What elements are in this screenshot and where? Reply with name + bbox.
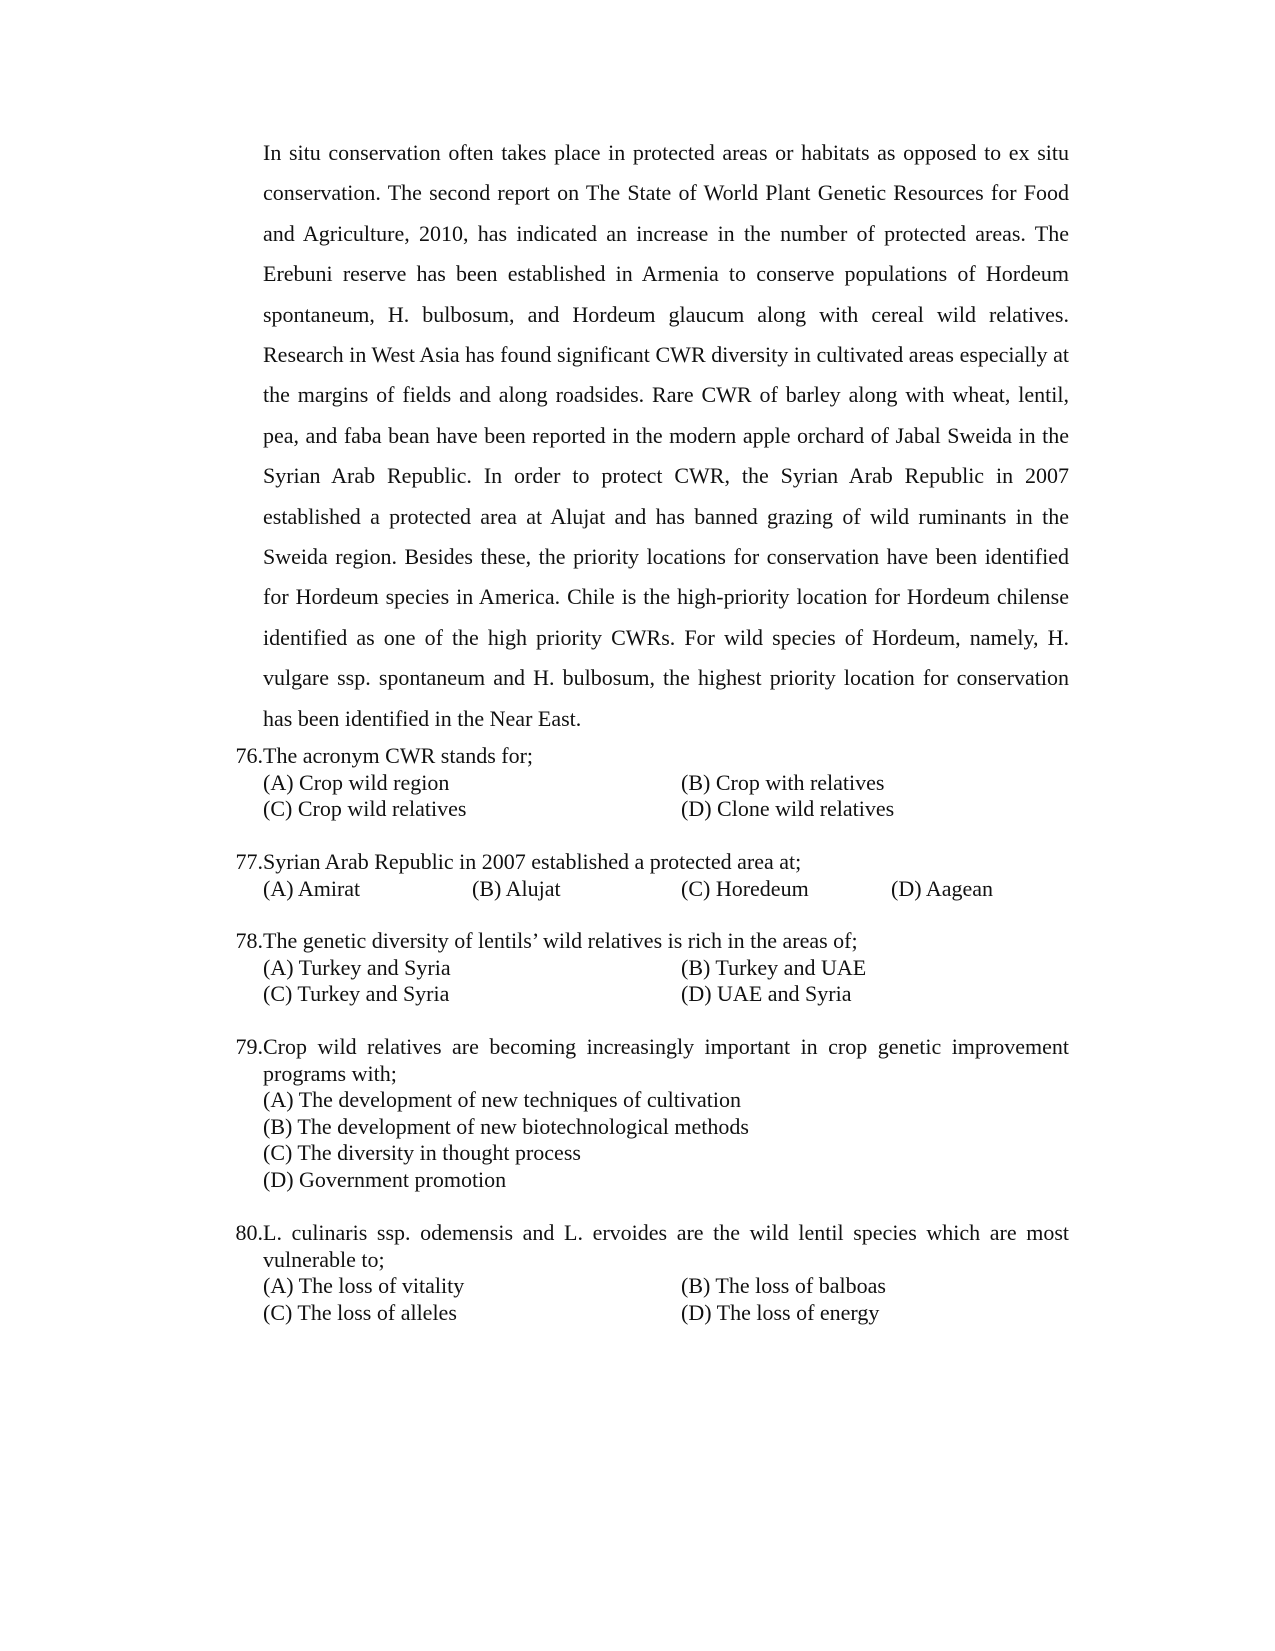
question-text: L. culinaris ssp. odemensis and L. ervoides are the wild lentil species which are most vulnerable to; — [263, 1220, 1069, 1272]
options-row — [263, 981, 1069, 1008]
question-number: 80. — [235, 1220, 263, 1245]
question-number: 79. — [235, 1034, 263, 1059]
option-b: (B) Alujat — [472, 875, 561, 901]
options-row — [263, 1273, 1069, 1300]
options-row — [263, 796, 1069, 823]
option-a: (A) The development of new techniques of cultivation — [263, 1087, 741, 1113]
question-80 — [226, 1220, 1069, 1326]
options-list — [263, 1087, 1069, 1193]
option-b: (B) Crop with relatives — [681, 769, 885, 795]
options-grid — [263, 1273, 1069, 1326]
question-text: The genetic diversity of lentils’ wild relatives is rich in the areas of; — [263, 928, 858, 953]
options-row — [263, 1300, 1069, 1327]
option-b: (B) The loss of balboas — [681, 1273, 886, 1299]
option-a: (A) Amirat — [263, 875, 361, 901]
question-text: The acronym CWR stands for; — [263, 743, 534, 768]
option-b: (B) Turkey and UAE — [681, 954, 867, 980]
options-grid — [263, 955, 1069, 1008]
option-c: (C) The diversity in thought process — [263, 1140, 581, 1166]
reading-passage: In situ conservation often takes place in protected areas or habitats as opposed to ex situ conservation. The second report on The State of World Plant Genetic Resources for Food and Agriculture, 2010, has indicated an increase in the number of protected areas. The Erebuni reserve has been established in Armenia to conserve populations of Hordeum spontaneum, H. bulbosum, and Hordeum glaucum along with cereal wild relatives. Research in West Asia has found significant CWR diversity in cultivated areas especially at the margins of fields and along roadsides. Rare CWR of barley along with wheat, lentil, pea, and faba bean have been reported in the modern apple orchard of Jabal Sweida in the Syrian Arab Republic. In order to protect CWR, the Syrian Arab Republic in 2007 established a protected area at Alujat and has banned grazing of wild ruminants in the Sweida region. Besides these, the priority locations for conservation have been identified for Hordeum species in America. Chile is the high-priority location for Hordeum chilense identified as one of the high priority CWRs. For wild species of Hordeum, namely, H. vulgare ssp. spontaneum and H. bulbosum, the highest priority location for conservation has been identified in the Near East. — [263, 140, 1069, 731]
option-c: (C) Crop wild relatives — [263, 796, 467, 822]
question-76 — [226, 743, 1069, 823]
option-a: (A) The loss of vitality — [263, 1273, 465, 1299]
options-grid — [263, 770, 1069, 823]
options-row — [263, 876, 1069, 903]
option-d: (D) UAE and Syria — [681, 981, 852, 1007]
question-text: Syrian Arab Republic in 2007 established a protected area at; — [263, 849, 802, 874]
option-c: (C) Horedeum — [681, 875, 809, 901]
options-grid — [263, 876, 1069, 903]
option-c: (C) The loss of alleles — [263, 1299, 457, 1325]
question-number: 76. — [235, 743, 263, 768]
option-b: (B) The development of new biotechnological methods — [263, 1113, 749, 1139]
question-78 — [226, 928, 1069, 1008]
option-d: (D) Aagean — [891, 875, 994, 901]
question-number: 78. — [235, 928, 263, 953]
question-text: Crop wild relatives are becoming increasingly important in crop genetic improvement programs with; — [263, 1034, 1069, 1086]
question-77 — [226, 849, 1069, 902]
question-number: 77. — [235, 849, 263, 874]
options-row — [263, 770, 1069, 797]
options-row — [263, 955, 1069, 982]
option-c: (C) Turkey and Syria — [263, 981, 450, 1007]
option-a: (A) Turkey and Syria — [263, 954, 451, 980]
option-d: (D) Clone wild relatives — [681, 796, 895, 822]
question-79 — [226, 1034, 1069, 1194]
option-d: (D) Government promotion — [263, 1166, 507, 1192]
option-d: (D) The loss of energy — [681, 1299, 880, 1325]
option-a: (A) Crop wild region — [263, 769, 450, 795]
